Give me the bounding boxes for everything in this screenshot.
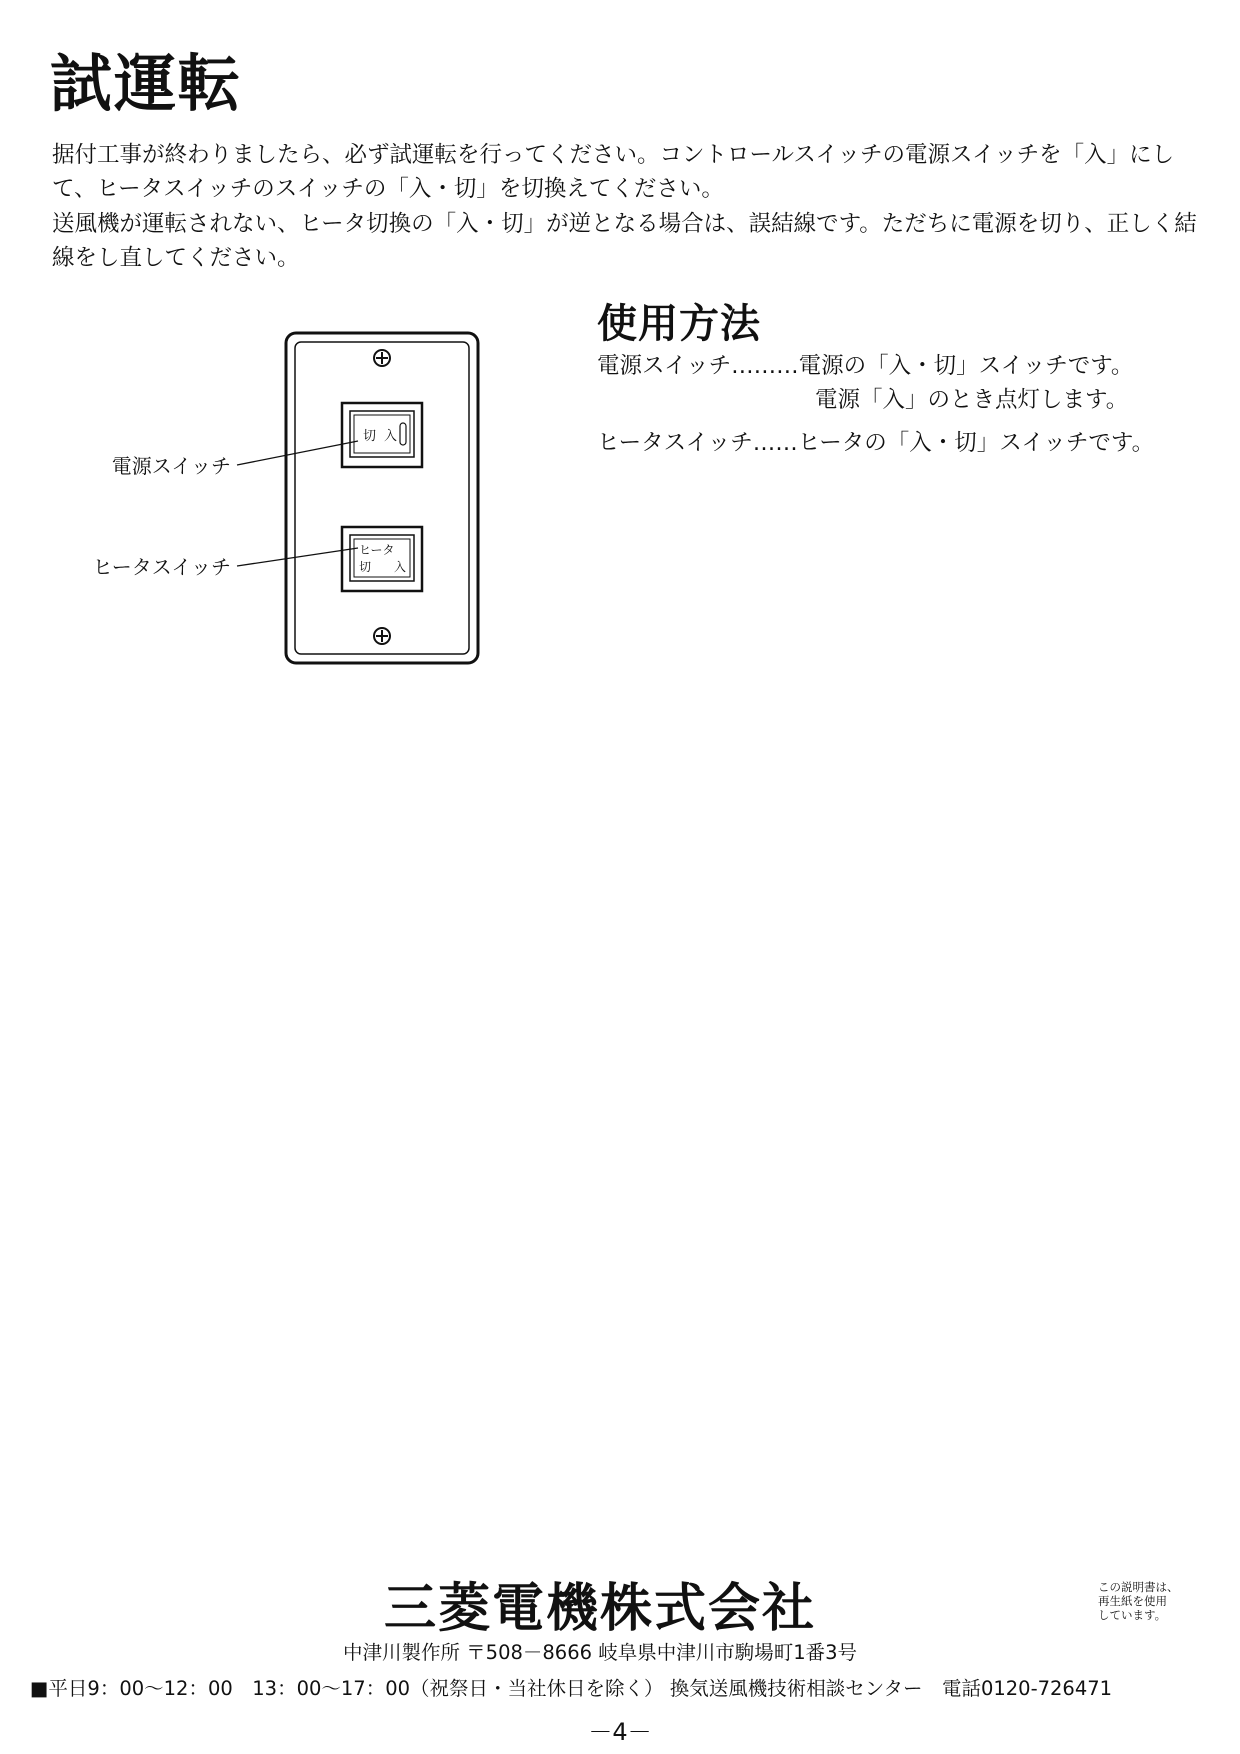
switch-plate-inner: [295, 342, 469, 654]
recycled-paper-note-line: この説明書は、: [1098, 1580, 1179, 1594]
screw-top-icon: [374, 350, 390, 366]
support-hours-contact: ■平日9：00～12：00 13：00～17：00（祝祭日・当社休日を除く） 換気送風機技術相談センター 電話0120-726471: [30, 1677, 1113, 1700]
usage-power-item-continued: 電源「入」のとき点灯します。: [815, 387, 1129, 413]
usage-heater-item: ヒータスイッチ……ヒータの「入・切」スイッチです。: [597, 430, 1155, 456]
power-lamp-icon: [400, 423, 406, 445]
power-switch-off-text: 切: [363, 429, 377, 444]
screw-bottom-icon: [374, 628, 390, 644]
usage-title: 使用方法: [597, 301, 761, 347]
heater-switch-name-text: ヒータ: [359, 543, 395, 557]
recycled-paper-note-line: 再生紙を使用: [1098, 1594, 1167, 1608]
recycled-paper-note: [1098, 1580, 1208, 1622]
company-logo-text: 三菱電機株式会社: [383, 1579, 816, 1639]
power-switch-graphic: [342, 403, 422, 467]
heater-switch-leader: [237, 548, 358, 566]
recycled-paper-note-line: しています。: [1098, 1608, 1167, 1622]
power-switch-on-text: 入: [384, 429, 398, 444]
company-address: 中津川製作所 〒508－8666 岐阜県中津川市駒場町1番3号: [342, 1641, 858, 1664]
switch-plate-outer: [286, 333, 478, 663]
page-title: 試運転: [50, 47, 243, 120]
heater-switch-on-text: 入: [394, 560, 407, 574]
usage-power-item: 電源スイッチ………電源の「入・切」スイッチです。: [597, 353, 1134, 379]
instruction-paragraph-1: 据付工事が終わりましたら、必ず試運転を行ってください。コントロールスイッチの電源スイッチを「入」にして、ヒータスイッチのスイッチの「入・切」を切換えてください。: [52, 142, 1175, 202]
power-switch-leader: [237, 441, 358, 465]
switch-plate-diagram: [80, 325, 500, 670]
heater-switch-off-text: 切: [359, 560, 372, 574]
page-number: －4－: [588, 1718, 652, 1746]
instruction-paragraph-2: 送風機が運転されない、ヒータ切換の「入・切」が逆となる場合は、誤結線です。ただちに電源を切り、正しく結線をし直してください。: [52, 211, 1197, 271]
heater-switch-label: ヒータスイッチ: [92, 555, 231, 579]
heater-switch-graphic: [342, 527, 422, 591]
power-switch-label: 電源スイッチ: [111, 454, 231, 478]
